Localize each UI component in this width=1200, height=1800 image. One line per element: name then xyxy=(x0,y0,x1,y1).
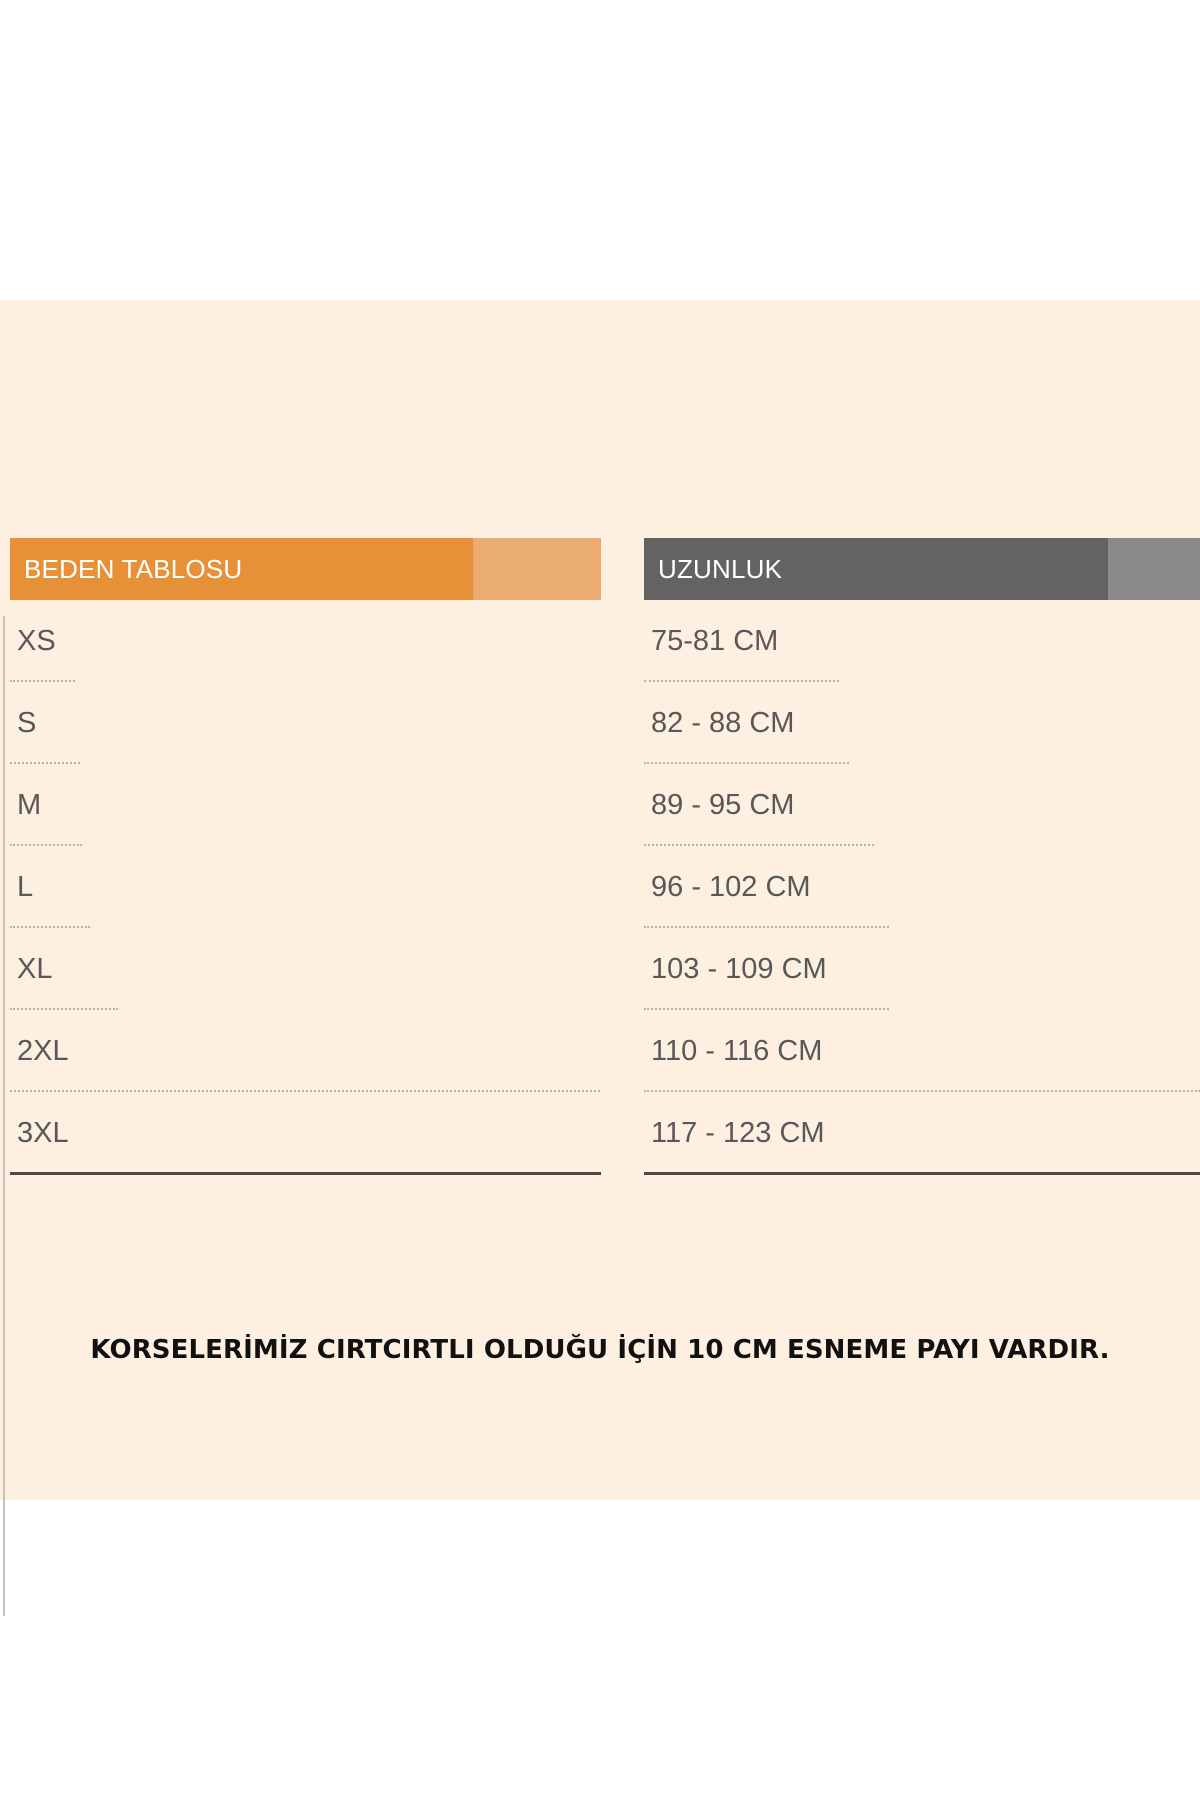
length-row xyxy=(644,928,1200,1010)
size-value: S xyxy=(17,706,37,739)
size-table-header xyxy=(10,538,601,600)
size-table-title: BEDEN TABLOSU xyxy=(10,538,473,600)
length-value: 117 - 123 CM xyxy=(651,1116,825,1149)
length-list xyxy=(644,600,1200,1174)
size-table-header-accent xyxy=(473,538,601,600)
size-chart-panel xyxy=(0,300,1200,1500)
length-table-title: UZUNLUK xyxy=(644,538,1108,600)
length-row xyxy=(644,682,1200,764)
size-value: XS xyxy=(17,624,56,657)
left-divider xyxy=(3,616,5,1616)
size-table xyxy=(10,538,601,1175)
size-row xyxy=(10,1092,601,1174)
length-table-header-accent xyxy=(1108,538,1200,600)
length-table-header xyxy=(644,538,1200,600)
length-row xyxy=(644,764,1200,846)
size-row xyxy=(10,600,601,682)
length-row xyxy=(644,1092,1200,1174)
length-row xyxy=(644,1010,1200,1092)
size-value: 3XL xyxy=(17,1116,69,1149)
size-list xyxy=(10,600,601,1174)
length-value: 82 - 88 CM xyxy=(651,706,795,739)
size-value: XL xyxy=(17,952,53,985)
size-row xyxy=(10,928,601,1010)
length-row xyxy=(644,846,1200,928)
size-row xyxy=(10,764,601,846)
size-value: M xyxy=(17,788,42,821)
length-row xyxy=(644,600,1200,682)
length-value: 96 - 102 CM xyxy=(651,870,811,903)
size-row xyxy=(10,846,601,928)
size-row xyxy=(10,682,601,764)
length-value: 103 - 109 CM xyxy=(651,952,827,985)
size-value: 2XL xyxy=(17,1034,69,1067)
size-row xyxy=(10,1010,601,1092)
length-table xyxy=(644,538,1200,1175)
length-value: 110 - 116 CM xyxy=(651,1034,823,1067)
stretch-allowance-note: KORSELERİMİZ CIRTCIRTLI OLDUĞU İÇİN 10 CM ESNEME PAYI VARDIR. xyxy=(90,1335,1110,1365)
length-value: 89 - 95 CM xyxy=(651,788,795,821)
size-value: L xyxy=(17,870,34,903)
length-value: 75-81 CM xyxy=(651,624,779,657)
